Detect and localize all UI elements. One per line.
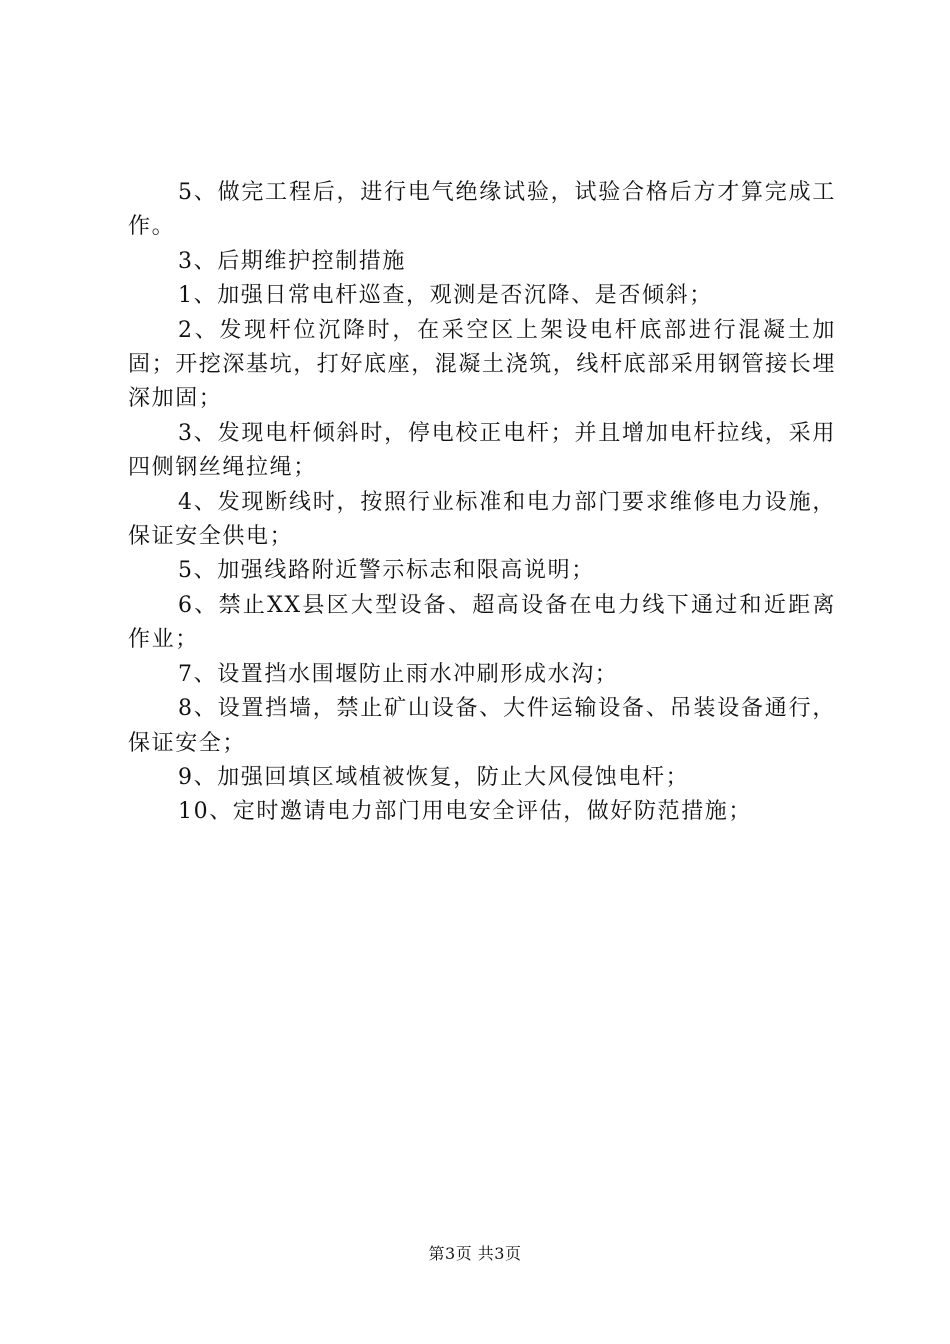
paragraph-item-4: 4、发现断线时，按照行业标准和电力部门要求维修电力设施，保证安全供电；: [128, 489, 836, 550]
paragraph-item-7: 7、设置挡水围堰防止雨水冲刷形成水沟；: [178, 661, 619, 687]
page-footer-number: 第3页 共3页: [428, 1244, 522, 1263]
paragraph-item-1: 1、加强日常电杆巡查，观测是否沉降、是否倾斜；: [178, 283, 713, 309]
paragraph-item-8: 8、设置挡墙，禁止矿山设备、大件运输设备、吊装设备通行，保证安全；: [128, 696, 836, 756]
paragraph-step-5-insulation-test: 5、做完工程后，进行电气绝缘试验，试验合格后方才算完成工作。: [128, 180, 836, 240]
paragraph-item-3: 3、发现电杆倾斜时，停电校正电杆；并且增加电杆拉线，采用四侧钢丝绳拉绳；: [128, 420, 836, 481]
paragraph-item-9: 9、加强回填区域植被恢复，防止大风侵蚀电杆；: [178, 764, 690, 790]
paragraph-item-2: 2、发现杆位沉降时，在采空区上架设电杆底部进行混凝土加固；开挖深基坑，打好底座，混凝土浇筑，线杆底部采用钢管接长埋深加固；: [128, 317, 837, 412]
section-heading-maintenance-measures: 3、后期维护控制措施: [178, 248, 406, 274]
paragraph-item-5: 5、加强线路附近警示标志和限高说明；: [178, 558, 595, 584]
paragraph-item-6: 6、禁止XX县区大型设备、超高设备在电力线下通过和近距离作业；: [128, 592, 836, 653]
document-body: [128, 176, 836, 830]
paragraph-item-10: 10、定时邀请电力部门用电安全评估，做好防范措施；: [178, 799, 752, 825]
